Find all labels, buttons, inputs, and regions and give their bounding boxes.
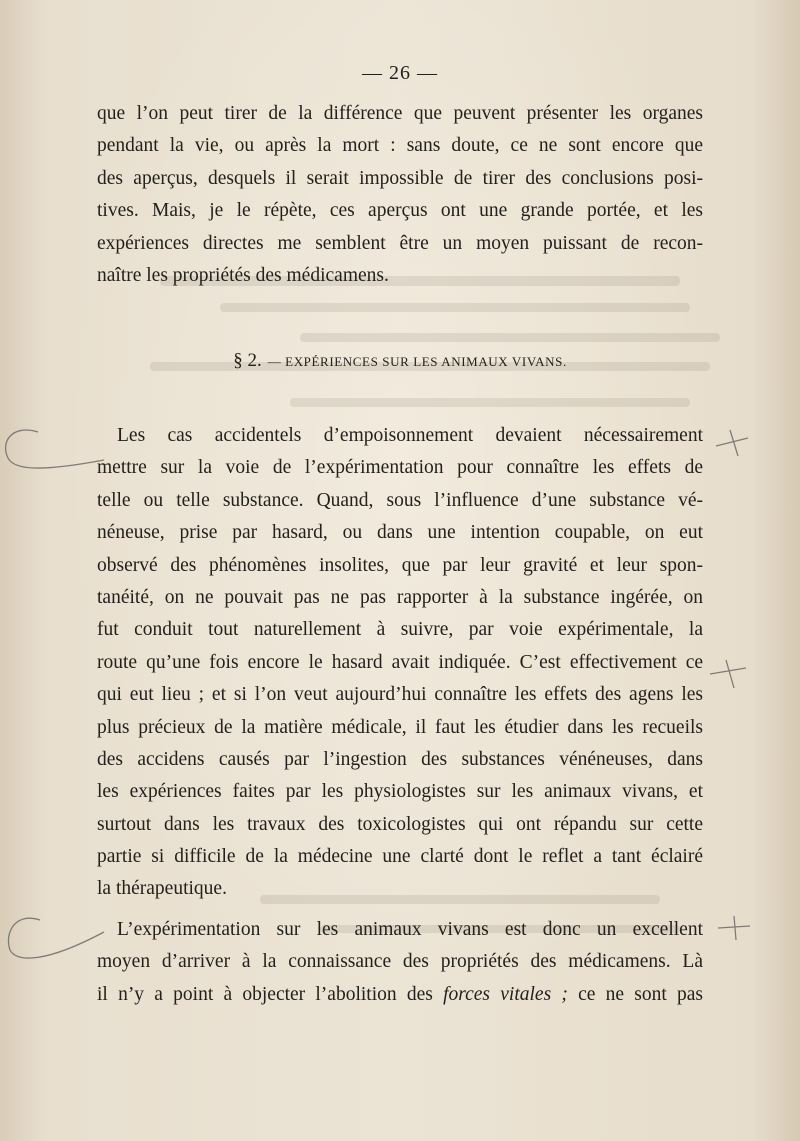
text-line: pendant la vie, ou après la mort : sans doute, ce ne sont encore que [97, 135, 703, 157]
text-line: tives. Mais, je le répète, ces aperçus ont une grande portée, et les [97, 200, 703, 222]
text-fragment: il n’y a point à objecter l’abolition des [97, 983, 444, 1005]
italic-phrase: forces vitales ; [443, 983, 568, 1005]
pencil-cross-mark [706, 656, 750, 692]
text-line: qui eut lieu ; et si l’on veut aujourd’hui connaître les effets des agens les [97, 684, 703, 706]
text-line: les expériences faites par les physiologistes sur les animaux vivans, et [97, 781, 703, 803]
page-number: — 26 — [362, 62, 438, 84]
section-heading [0, 350, 800, 372]
text-line: mettre sur la voie de l’expérimentation pour connaître les effets de [97, 457, 703, 479]
text-line: L’expérimentation sur les animaux vivans est donc un excellent [117, 919, 703, 940]
paragraph-experimentation [97, 420, 703, 906]
text-line: surtout dans les travaux des toxicologistes qui ont répandu sur cette [97, 813, 703, 835]
pencil-bracket-mark [0, 420, 110, 480]
section-number: § 2. [233, 350, 262, 371]
paragraph-animals [97, 914, 703, 1011]
text-line: la thérapeutique. [97, 878, 227, 900]
text-line: expériences directes me semblent être un moyen puissant de recon- [97, 232, 703, 254]
paragraph-continuation [97, 98, 703, 292]
text-line: naître les propriétés des médicamens. [97, 264, 389, 286]
text-line: des aperçus, desquels il serait impossible de tirer des conclusions posi- [97, 167, 703, 189]
text-line: Les cas accidentels d’empoisonnement devaient nécessairement [117, 425, 703, 446]
text-line: fut conduit tout naturellement à suivre, par voie expérimentale, la [97, 619, 703, 641]
text-line: moyen d’arriver à la connaissance des propriétés des médicamens. Là [97, 951, 703, 973]
text-line: tanéité, on ne pouvait pas ne pas rapporter à la substance ingérée, on [97, 586, 703, 608]
pencil-cross-mark [712, 424, 752, 460]
text-fragment: ce ne sont pas [567, 983, 704, 1005]
text-line-with-italic [97, 979, 703, 1011]
text-line: route qu’une fois encore le hasard avait indiquée. C’est effectivement ce [97, 651, 703, 673]
text-line: telle ou telle substance. Quand, sous l’influence d’une substance vé- [97, 489, 703, 511]
pencil-bracket-mark [0, 910, 110, 972]
text-line: néneuse, prise par hasard, ou dans une intention coupable, on eut [97, 522, 703, 544]
text-line: observé des phénomènes insolites, que par leur gravité et leur spon- [97, 554, 703, 576]
text-line: partie si difficile de la médecine une clarté dont le reflet a tant éclairé [97, 846, 703, 868]
pencil-cross-mark [714, 912, 754, 944]
text-line: des accidens causés par l’ingestion des substances vénéneuses, dans [97, 748, 703, 770]
section-title: — EXPÉRIENCES SUR LES ANIMAUX VIVANS. [267, 354, 567, 369]
text-line: plus précieux de la matière médicale, il faut les étudier dans les recueils [97, 716, 703, 738]
text-line: que l’on peut tirer de la différence que peuvent présenter les organes [97, 103, 703, 124]
